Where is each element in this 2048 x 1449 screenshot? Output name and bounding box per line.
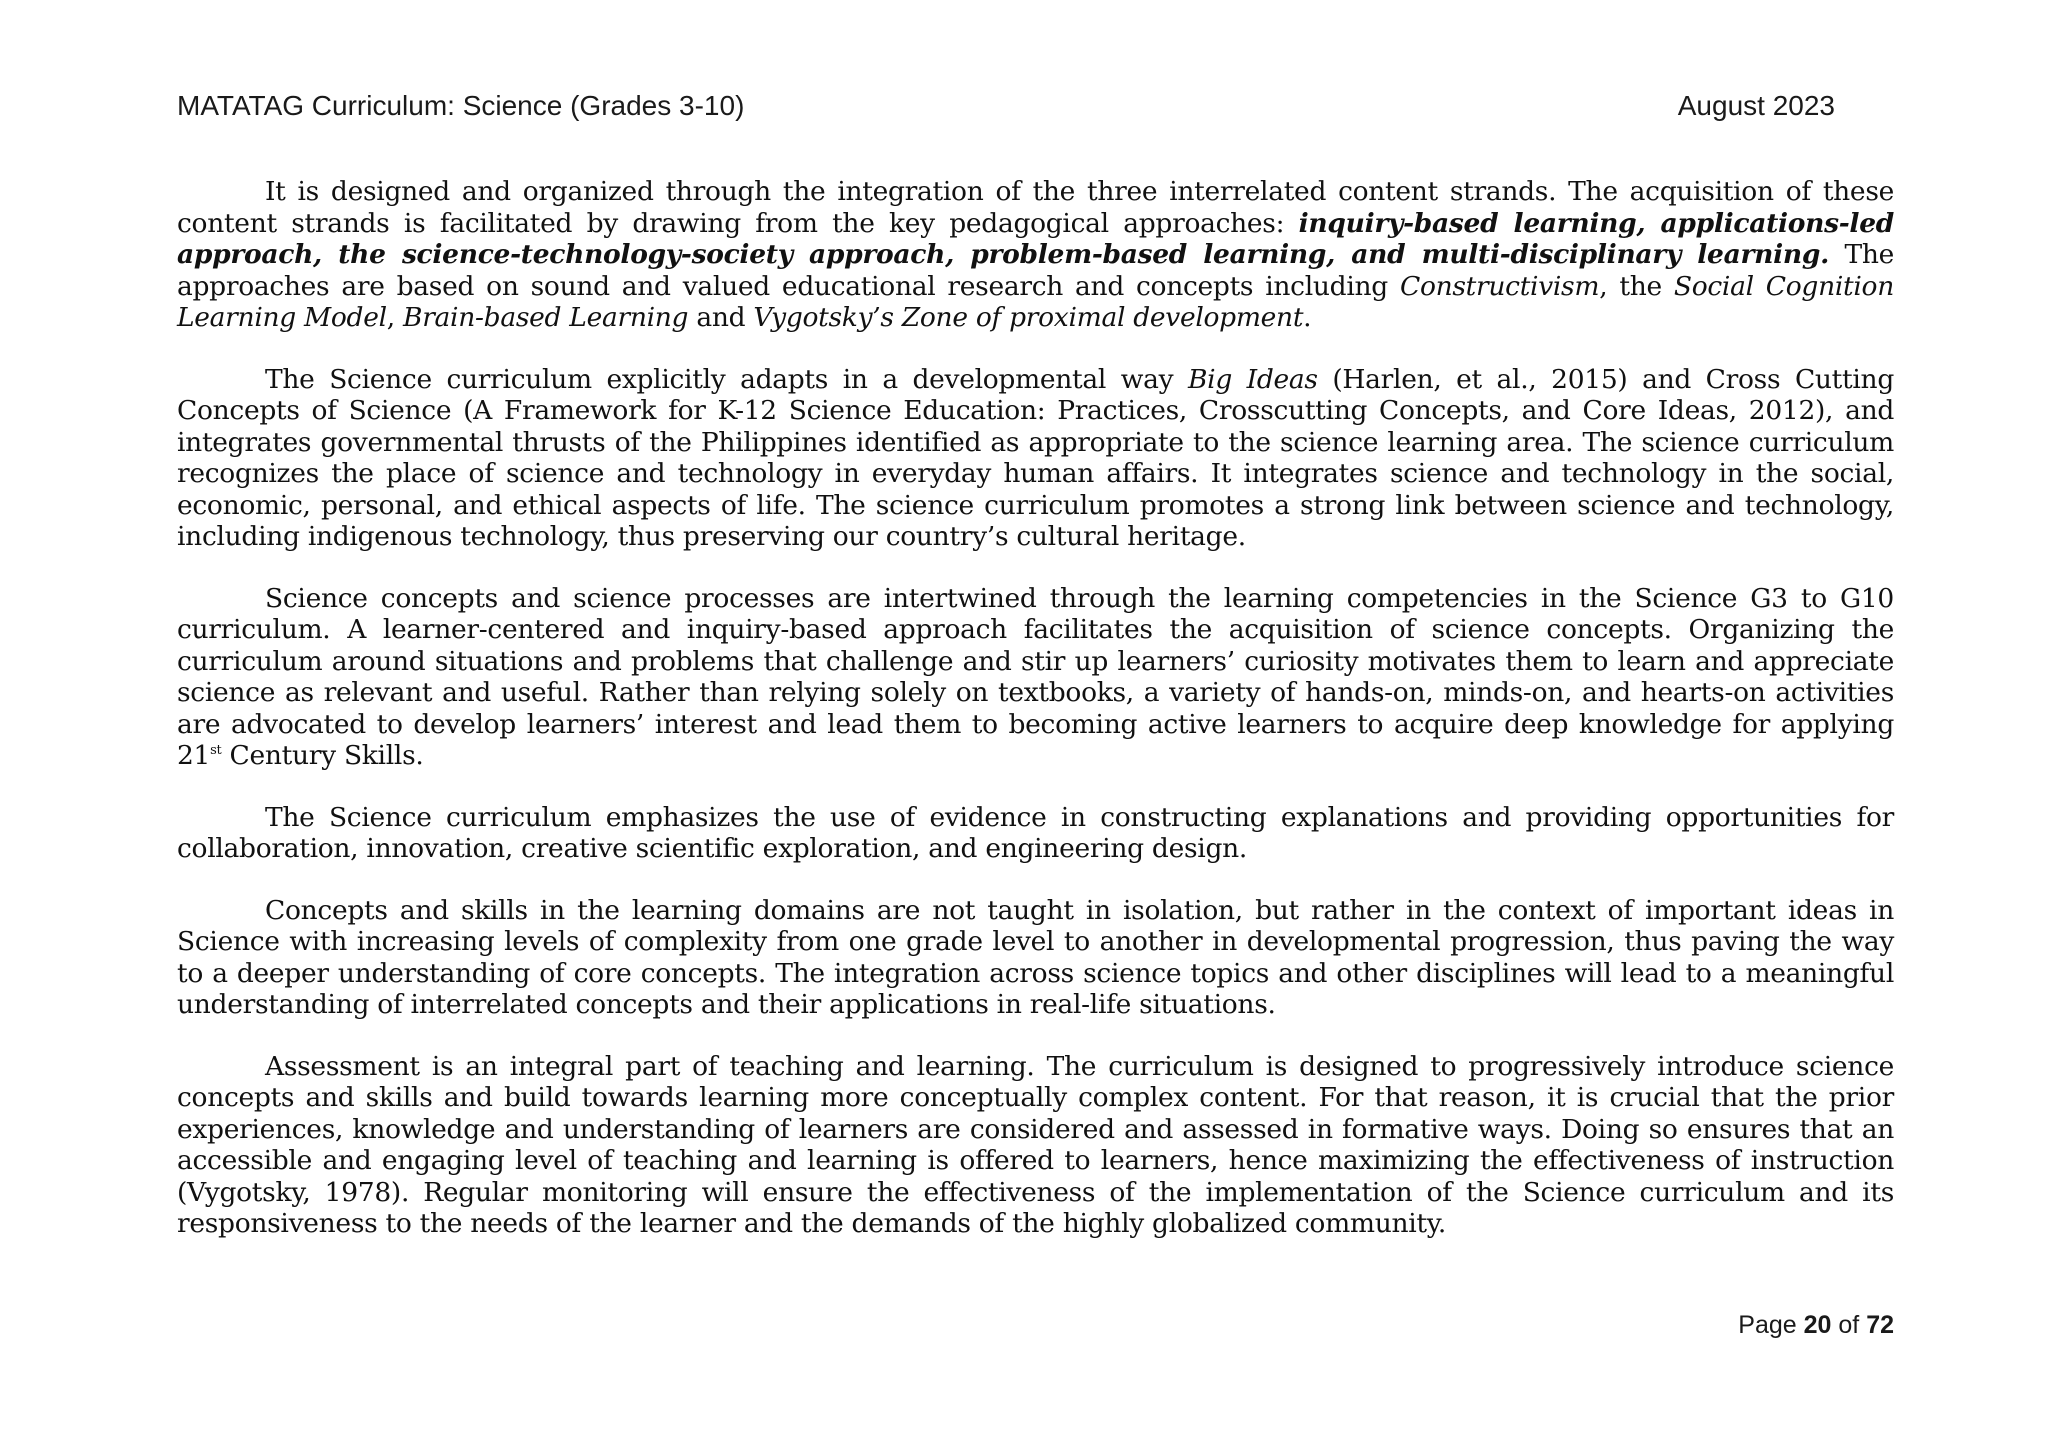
paragraph-text: . [1303,302,1312,333]
concept-social-cognition: Social Cognition Learning Model [177,270,1894,333]
page-number [1738,1308,1894,1342]
concept-constructivism: Constructivism [1399,270,1600,302]
paragraph-text: The Science curriculum explicitly adapts in a developmental way [265,363,1188,395]
paragraph-text: , [386,302,404,333]
paragraph-content-strands [177,176,1894,334]
paragraph-text: Science concepts and science processes are intertwined through the learning competencies in the Science G3 to G10 curriculum. A learner-centered and inquiry-based approach facilitates the acquisition of science concepts. Organizing the curriculum around situations and problems that challenge and stir up learners’ curiosity motivates them to learn and appreciate science as relevant and useful. Rather than relying solely on textbooks, a variety of hands-on, minds-on, and hearts-on activities are advocated to develop learners’ interest and lead them to becoming active learners to acquire deep knowledge for applying 21 [177,582,1894,771]
paragraph-learning-domains: Concepts and skills in the learning domains are not taught in isolation, but rather in the context of important ideas in Science with increasing levels of complexity from one grade level to another in developmental progression, thus paving the way to a deeper understanding of core concepts. The integration across science topics and other disciplines will lead to a meaningful understanding of interrelated concepts and their applications in real-life situations. [177,894,1894,1020]
of-label: of [1838,1311,1860,1339]
page-label: Page [1738,1311,1797,1339]
paragraph-text: The approaches are based on sound and valued educational research and concepts including [177,239,1894,302]
paragraph-big-ideas [177,364,1894,553]
paragraph-text: It is designed and organized through the integration of the three interrelated content strands. The acquisition of these content strands is facilitated by drawing from the key pedagogical approaches: [177,176,1894,239]
paragraph-text: and [688,302,754,333]
document-title: MATATAG Curriculum: Science (Grades 3-10) [177,90,745,121]
page-header [177,86,1835,126]
big-ideas-term: Big Ideas [1187,363,1318,395]
concept-vygotsky-zpd: Vygotsky’s Zone of proximal development [753,302,1304,333]
total-pages: 72 [1866,1311,1894,1339]
paragraph-learning-competencies [177,583,1894,772]
document-body [177,176,1894,1270]
paragraph-text: (Harlen, et al., 2015) and Cross Cutting Concepts of Science (A Framework for K-12 Science Education: Practices, Crosscutting Concepts, and Core Ideas, 2012), and integrates governmental thrusts of the Philippines identified as appropriate to the science learning area. The science curriculum recognizes the place of science and technology in everyday human affairs. It integrates science and technology in the social, economic, personal, and ethical aspects of life. The science curriculum promotes a strong link between science and technology, including indigenous technology, thus preserving our country’s cultural heritage. [177,363,1894,552]
pedagogical-approaches-emphasis: inquiry-based learning, applications-led approach, the science-technology-society approach, problem-based learning, and multi-disciplinary learning. [177,207,1894,270]
paragraph-text: , the [1599,270,1674,302]
paragraph-assessment: Assessment is an integral part of teaching and learning. The curriculum is designed to progressively introduce science concepts and skills and build towards learning more conceptually complex content. For that reason, it is crucial that the prior experiences, knowledge and understanding of learners are considered and assessed in formative ways. Doing so ensures that an accessible and engaging level of teaching and learning is offered to learners, hence maximizing the effectiveness of instruction (Vygotsky, 1978). Regular monitoring will ensure the effectiveness of the implementation of the Science curriculum and its responsiveness to the needs of the learner and the demands of the highly globalized community. [177,1050,1894,1239]
ordinal-superscript: st [210,743,222,759]
paragraph-evidence: The Science curriculum emphasizes the use of evidence in constructing explanations and providing opportunities for collaboration, innovation, creative scientific exploration, and engineering design. [177,801,1894,864]
paragraph-text: Century Skills. [221,740,424,771]
concept-brain-based-learning: Brain-based Learning [403,302,689,333]
document-date: August 2023 [1677,90,1835,121]
current-page: 20 [1803,1311,1832,1339]
